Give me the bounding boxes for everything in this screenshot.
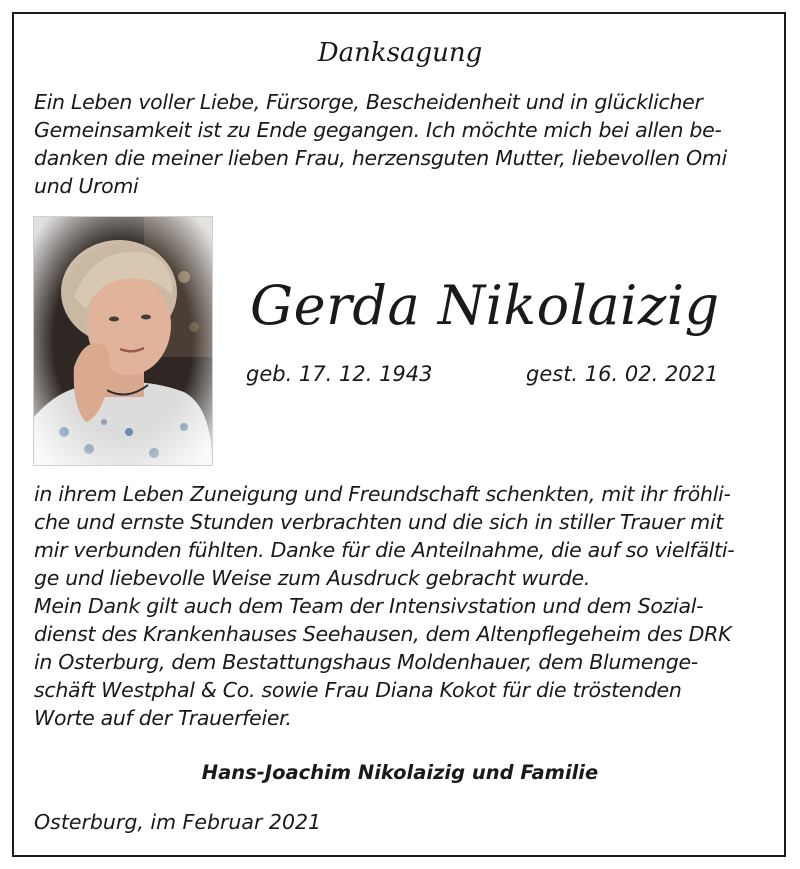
portrait-photo xyxy=(33,216,213,466)
thanks-paragraph xyxy=(34,480,766,732)
body-line: in Osterburg, dem Bestattungshaus Moldenhauer, dem Blumenge- xyxy=(34,650,698,674)
body-line: che und ernste Stunden verbrachten und die sich in stiller Trauer mit xyxy=(34,510,724,534)
birth-date: geb. 17. 12. 1943 xyxy=(246,362,433,386)
body-line: Worte auf der Trauerfeier. xyxy=(34,706,292,730)
body-line: ge und liebevolle Weise zum Ausdruck gebracht wurde. xyxy=(34,566,591,590)
deceased-name: Gerda Nikolaizig xyxy=(250,274,720,337)
signature: Hans-Joachim Nikolaizig und Familie xyxy=(201,761,599,784)
intro-line: und Uromi xyxy=(34,174,139,198)
intro-line: Gemeinsamkeit ist zu Ende gegangen. Ich möchte mich bei allen be- xyxy=(34,118,722,142)
notice-title: Danksagung xyxy=(317,38,483,68)
place-date: Osterburg, im Februar 2021 xyxy=(34,810,322,834)
intro-paragraph xyxy=(34,88,766,200)
death-date: gest. 16. 02. 2021 xyxy=(526,362,719,386)
body-line: mir verbunden fühlten. Danke für die Anteilnahme, die auf so vielfälti- xyxy=(34,538,735,562)
body-line: in ihrem Leben Zuneigung und Freundschaft schenkten, mit ihr fröhli- xyxy=(34,482,731,506)
body-line: Mein Dank gilt auch dem Team der Intensivstation und dem Sozial- xyxy=(34,594,704,618)
intro-line: danken die meiner lieben Frau, herzensguten Mutter, liebevollen Omi xyxy=(34,146,727,170)
body-line: dienst des Krankenhauses Seehausen, dem Altenpflegeheim des DRK xyxy=(34,622,732,646)
body-line: schäft Westphal & Co. sowie Frau Diana Kokot für die tröstenden xyxy=(34,678,682,702)
intro-line: Ein Leben voller Liebe, Fürsorge, Bescheidenheit und in glücklicher xyxy=(34,90,703,114)
